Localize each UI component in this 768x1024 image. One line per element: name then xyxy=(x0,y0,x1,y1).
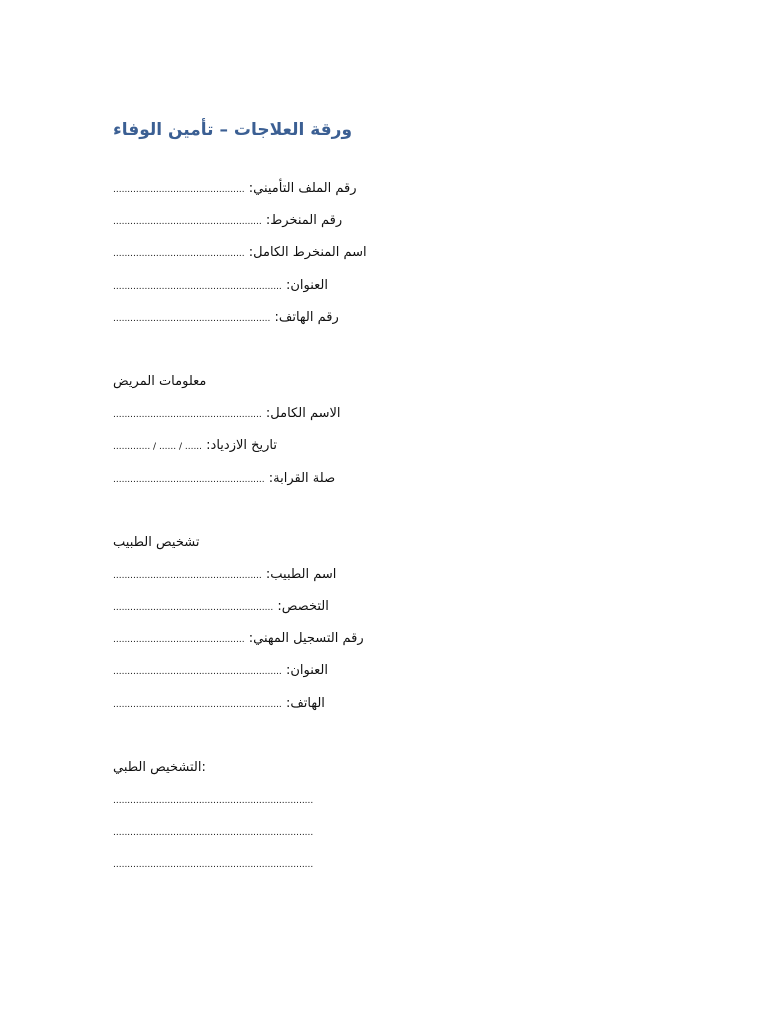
member-name-label: اسم المنخرط الكامل: xyxy=(248,245,367,260)
member-address-field[interactable]: ........................................................... xyxy=(113,282,282,292)
relation-field[interactable]: ..................................................... xyxy=(113,475,265,485)
diagnosis-line[interactable]: ...................................................................... xyxy=(113,860,314,870)
registration-row xyxy=(113,630,364,649)
doctor-phone-row xyxy=(113,695,325,714)
member-address-label: العنوان: xyxy=(285,278,328,293)
file-number-row xyxy=(113,180,357,199)
diagnosis-line[interactable]: ...................................................................... xyxy=(113,796,314,806)
doctor-phone-field[interactable]: ........................................................... xyxy=(113,700,282,710)
registration-label: رقم التسجيل المهني: xyxy=(248,631,364,646)
member-name-row xyxy=(113,244,367,263)
member-name-field[interactable]: .............................................. xyxy=(113,249,245,259)
doctor-name-label: اسم الطبيب: xyxy=(265,567,337,582)
diagnosis-heading: التشخيص الطبي: xyxy=(113,760,206,775)
specialty-row xyxy=(113,598,329,617)
member-number-row xyxy=(113,212,342,231)
member-phone-label: رقم الهاتف: xyxy=(274,310,339,325)
relation-row xyxy=(113,470,335,489)
file-number-field[interactable]: .............................................. xyxy=(113,185,245,195)
doctor-address-label: العنوان: xyxy=(285,663,328,678)
member-number-field[interactable]: .................................................... xyxy=(113,217,262,227)
specialty-field[interactable]: ........................................................ xyxy=(113,603,274,613)
birth-date-field[interactable]: ...... / ...... / ............. xyxy=(113,442,203,452)
specialty-label: التخصص: xyxy=(277,599,329,614)
doctor-name-row xyxy=(113,566,336,585)
birth-date-row xyxy=(113,437,277,456)
registration-field[interactable]: .............................................. xyxy=(113,635,245,645)
doctor-phone-label: الهاتف: xyxy=(285,696,325,711)
member-address-row xyxy=(113,277,328,296)
patient-name-row xyxy=(113,405,341,424)
member-phone-field[interactable]: ....................................................... xyxy=(113,314,271,324)
birth-date-label: تاريخ الازدياد: xyxy=(206,438,278,453)
document-title: ورقة العلاجات – تأمين الوفاء xyxy=(113,120,353,140)
doctor-name-field[interactable]: .................................................... xyxy=(113,571,262,581)
patient-name-label: الاسم الكامل: xyxy=(265,406,341,421)
doctor-section-heading: تشخيص الطبيب xyxy=(113,535,200,550)
file-number-label: رقم الملف التأميني: xyxy=(248,181,357,196)
diagnosis-line[interactable]: ...................................................................... xyxy=(113,828,314,838)
member-phone-row xyxy=(113,309,339,328)
doctor-address-field[interactable]: ........................................................... xyxy=(113,667,282,677)
patient-section-heading: معلومات المريض xyxy=(113,374,207,389)
doctor-address-row xyxy=(113,662,328,681)
member-number-label: رقم المنخرط: xyxy=(265,213,343,228)
relation-label: صلة القرابة: xyxy=(268,471,336,486)
patient-name-field[interactable]: .................................................... xyxy=(113,410,262,420)
